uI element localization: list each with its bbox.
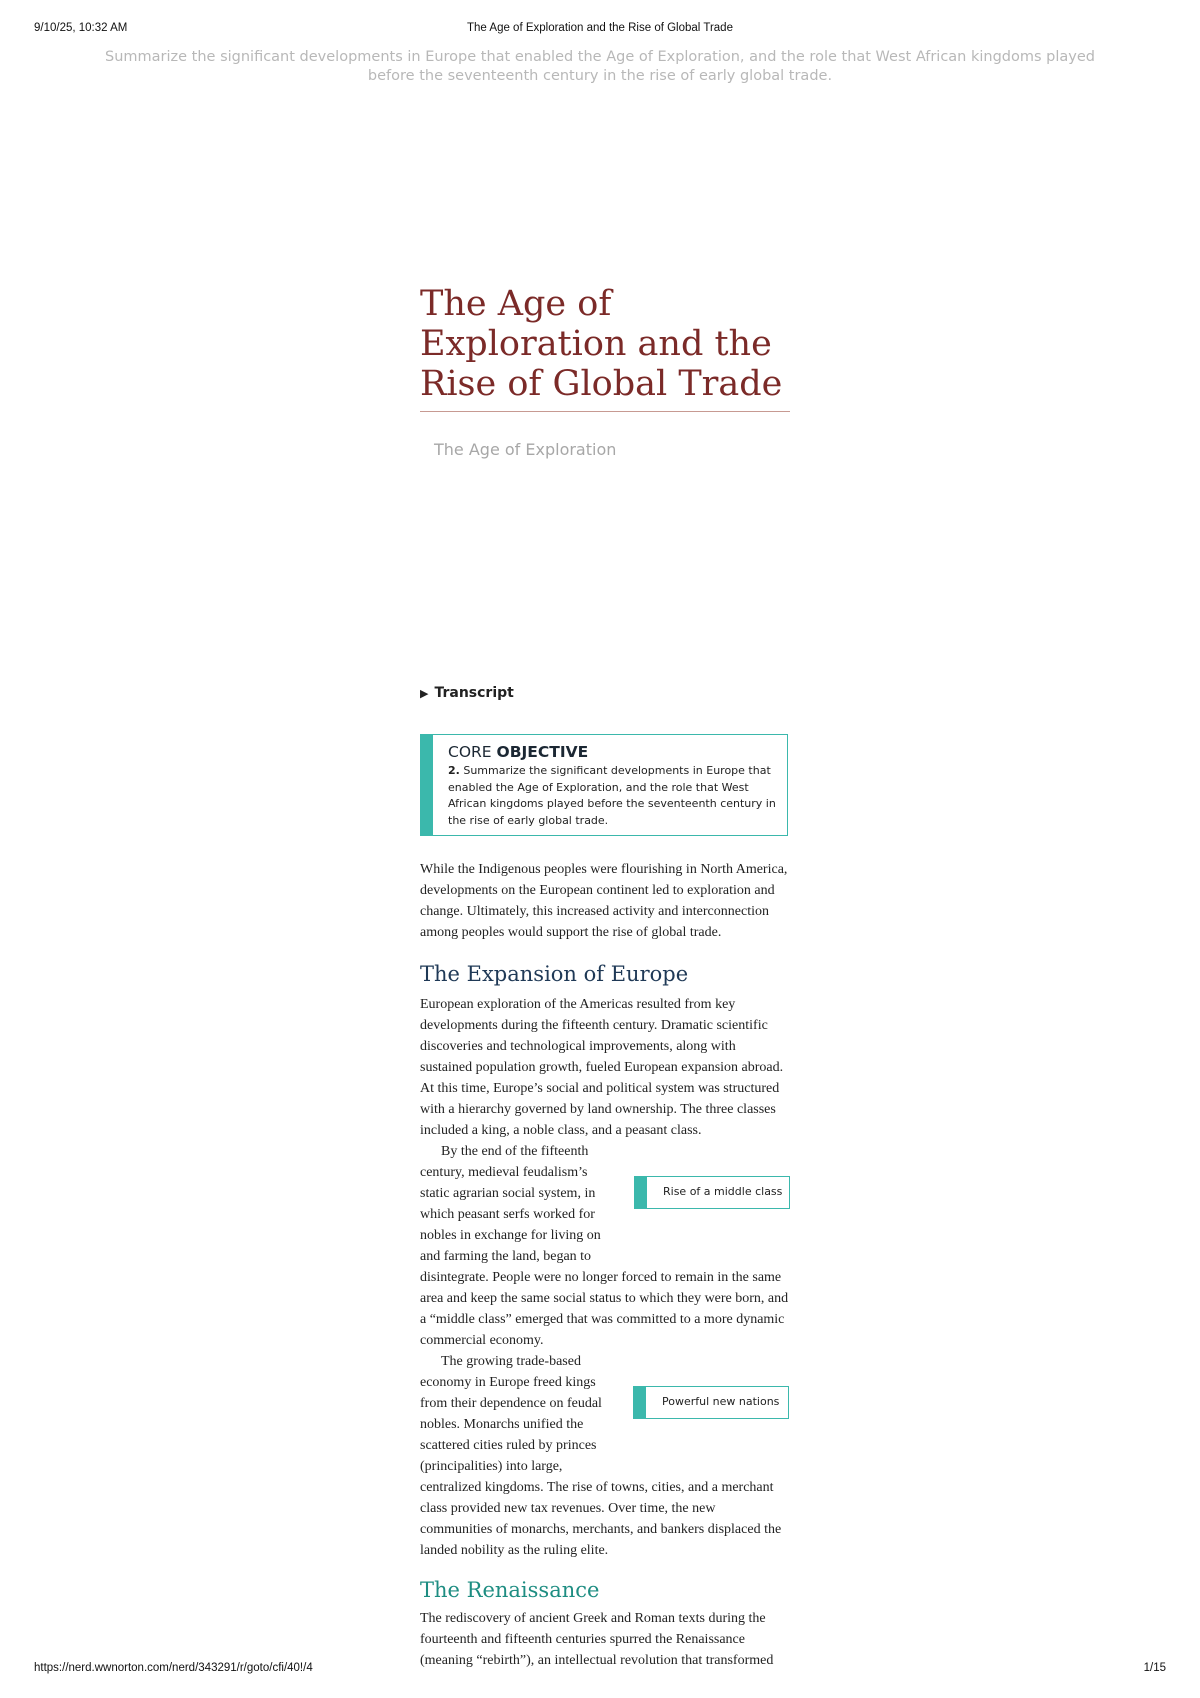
- p2-line: and farming the land, began to: [420, 1249, 592, 1264]
- p3-line: The growing trade-based: [441, 1354, 581, 1369]
- margin-tag-new-nations: [633, 1386, 789, 1419]
- expansion-paragraph-2: [420, 1141, 790, 1351]
- p3-line: (principalities) into large,: [420, 1459, 563, 1474]
- p2-line: static agrarian social system, in: [420, 1186, 596, 1201]
- print-url: https://nerd.wwnorton.com/nerd/343291/r/goto/cfi/40!/4: [34, 1662, 313, 1674]
- chapter-title: The Age of Exploration and the Rise of Global Trade: [420, 284, 790, 412]
- core-objective-text: [448, 763, 777, 829]
- p3-line: from their dependence on feudal: [420, 1396, 602, 1411]
- margin-tag-label: Powerful new nations: [662, 1395, 780, 1408]
- renaissance-heading: The Renaissance: [420, 1578, 600, 1602]
- p2-line: By the end of the fifteenth: [441, 1144, 589, 1159]
- expansion-heading: The Expansion of Europe: [420, 962, 689, 986]
- p2-line: which peasant serfs worked for: [420, 1207, 595, 1222]
- core-title-light: CORE: [448, 743, 492, 761]
- section-subtitle: The Age of Exploration: [434, 440, 617, 459]
- core-objective-title: [448, 743, 777, 761]
- expansion-paragraph-1: European exploration of the Americas resulted from key developments during the fifteenth century. Dramatic scientific discoveries and technological improvements, along with sustained population growth, fueled European expansion abroad. At this time, Europe’s social and political system was structured with a hierarchy governed by land ownership. The three classes included a king, a noble class, and a peasant class.: [420, 997, 784, 1138]
- print-header: [34, 22, 1166, 38]
- core-title-bold: OBJECTIVE: [496, 743, 589, 761]
- margin-tag-middle-class: [634, 1176, 790, 1209]
- print-footer: [34, 1662, 1166, 1678]
- expansion-paragraph-3: [420, 1351, 790, 1561]
- transcript-label: Transcript: [434, 685, 514, 701]
- p3-line: scattered cities ruled by princes: [420, 1438, 597, 1453]
- margin-tag-label: Rise of a middle class: [663, 1185, 783, 1198]
- intro-paragraph: While the Indigenous peoples were flourishing in North America, developments on the European continent led to exploration and change. Ultimately, this increased activity and interconnection among peoples would support the rise of global trade.: [420, 862, 788, 940]
- top-objective-text: Summarize the significant developments in Europe that enabled the Age of Exploration, and the role that West African kingdoms played before the seventeenth century in the rise of early global trade.: [105, 49, 1095, 84]
- core-objective-accent: [421, 735, 433, 835]
- print-page-number: 1/15: [1143, 1662, 1166, 1674]
- p3-line: nobles. Monarchs unified the: [420, 1417, 584, 1432]
- margin-tag-accent: [634, 1387, 646, 1418]
- p3-rest: centralized kingdoms. The rise of towns, cities, and a merchant class provided new tax revenues. Over time, the new communities of monarchs, merchants, and bankers displaced the landed nobility as the ruling elite.: [420, 1480, 782, 1558]
- p2-line: nobles in exchange for living on: [420, 1228, 601, 1243]
- transcript-toggle[interactable]: [420, 685, 514, 701]
- triangle-right-icon: ▶: [420, 687, 429, 700]
- p2-line: century, medieval feudalism’s: [420, 1165, 588, 1180]
- core-objective-body: Summarize the significant developments in Europe that enabled the Age of Exploration, and the role that West African kingdoms played before the seventeenth century in the rise of early global trade.: [448, 764, 776, 827]
- p2-rest: disintegrate. People were no longer forced to remain in the same area and keep the same social status to which they were born, and a “middle class” emerged that was committed to a more dynamic commercial economy.: [420, 1270, 789, 1348]
- core-objective-number: 2.: [448, 764, 460, 777]
- print-date: 9/10/25, 10:32 AM: [34, 22, 128, 34]
- renaissance-paragraph-1: The rediscovery of ancient Greek and Roman texts during the fourteenth and fifteenth centuries spurred the Renaissance (meaning “rebirth”), an intellectual revolution that transformed: [420, 1611, 774, 1668]
- print-title: The Age of Exploration and the Rise of Global Trade: [467, 22, 733, 34]
- margin-tag-accent: [635, 1177, 647, 1208]
- p3-line: economy in Europe freed kings: [420, 1375, 596, 1390]
- core-objective-box: [420, 734, 788, 836]
